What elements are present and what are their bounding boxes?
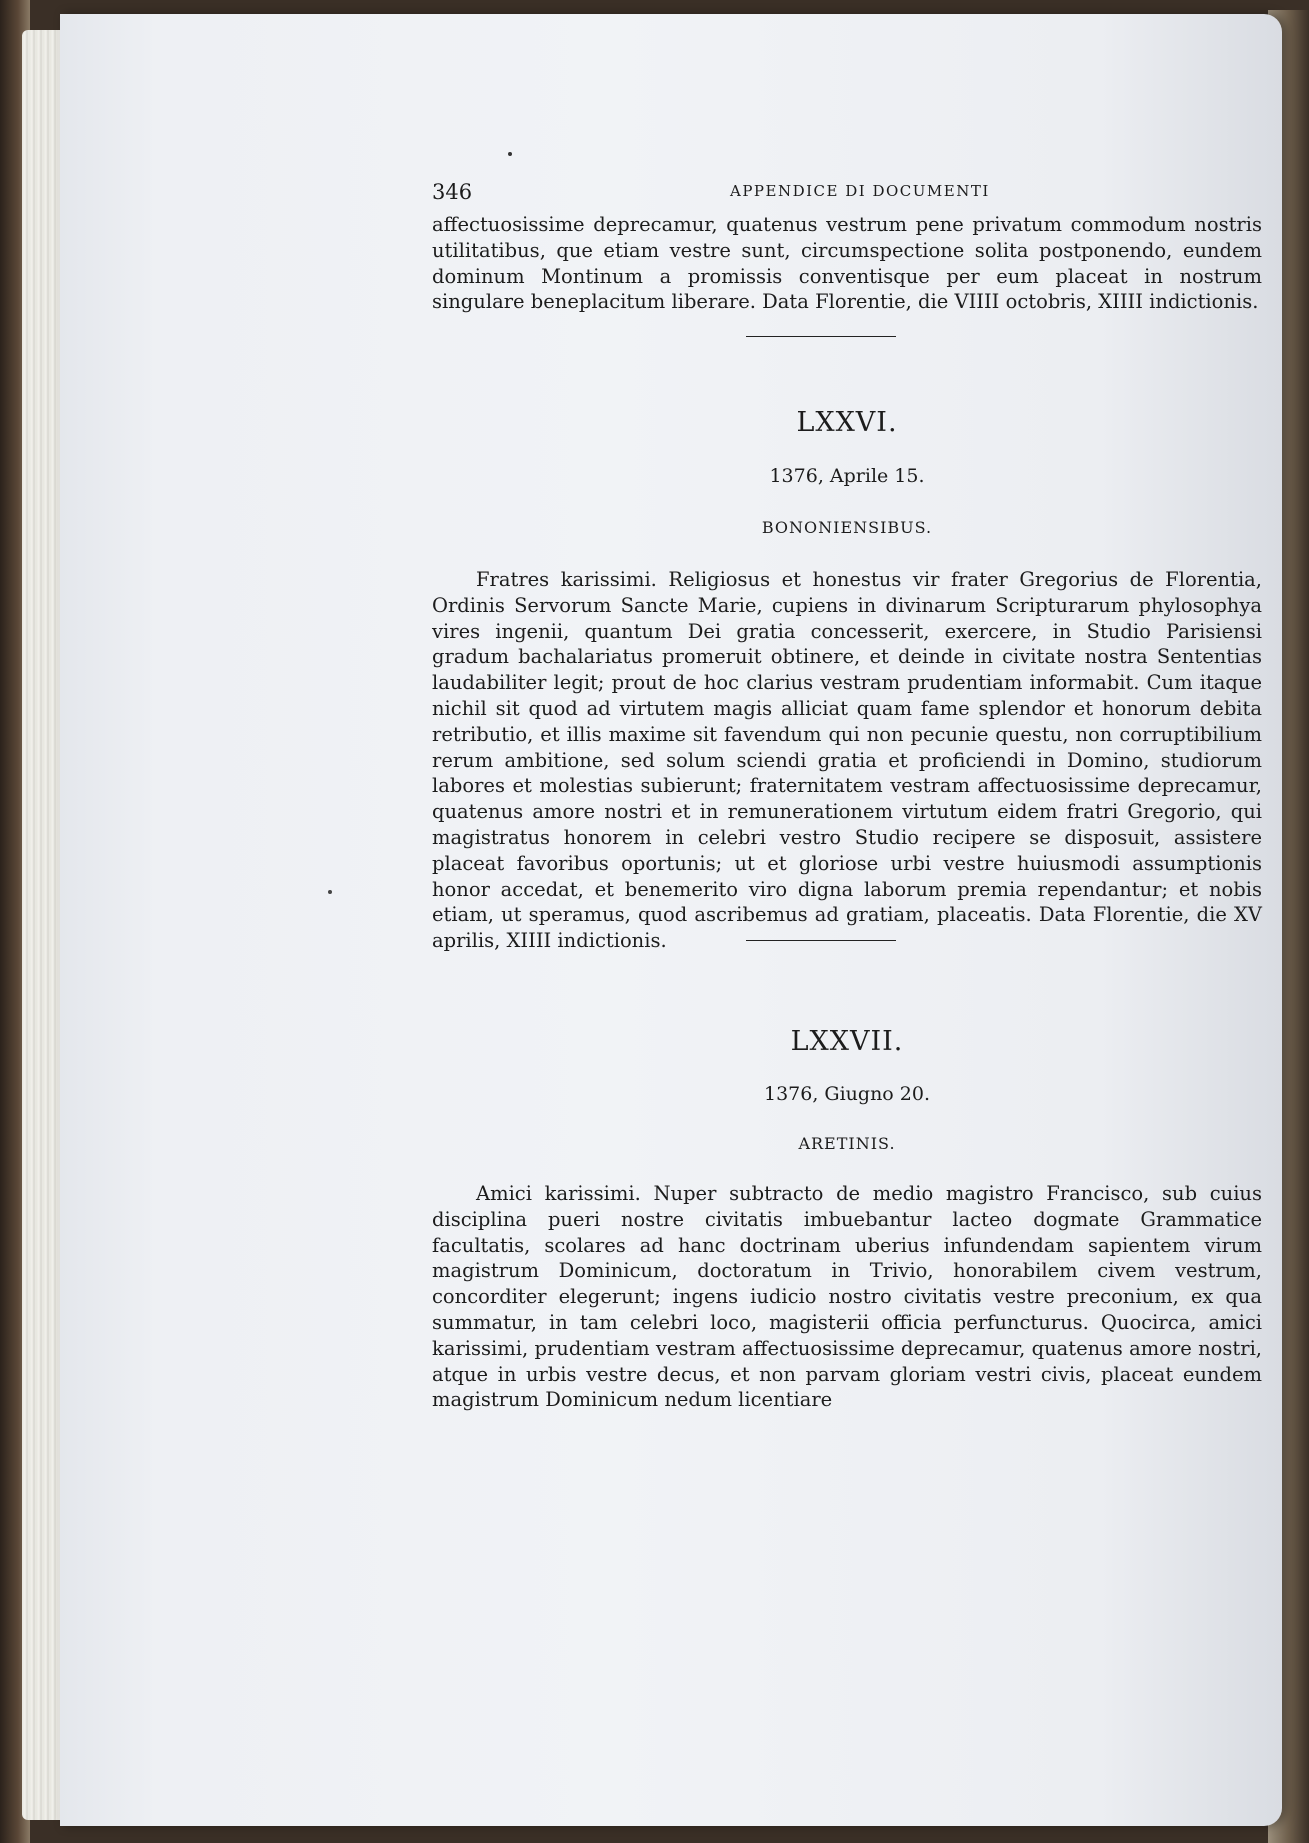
document-date: 1376, Giugno 20. xyxy=(763,1083,931,1105)
document-body: Amici karissimi. Nuper subtracto de medio magistro Francisco, sub cuius disciplina pueri nostre civitatis imbuebantur lacteo dogmate Grammatice facultatis, scolares ad hanc doctrinam uberius infundendam sapientem virum magistrum Dominicum, doctoratum in Trivio, honorabilem civem vestrum, concorditer elegerunt; ingens iudicio nostro civitatis vestre preconium, ex qua summatur, in tam celebri loco, magisterii officia perfuncturus. Quocirca, amici karissimi, prudentiam vestram affectuosissime deprecamur, quatenus amore nostri, atque in urbis vestre decus, et non parvam gloriam vestri civis, placeat eundem magistrum Dominicum nedum licentiare xyxy=(432,1182,1262,1412)
ink-speck xyxy=(508,152,512,156)
section-divider-rule xyxy=(746,336,896,337)
document-addressee: BONONIENSIBUS. xyxy=(761,518,933,537)
document-body: Fratres karissimi. Religiosus et honestus vir frater Gregorius de Florentia, Ordinis Servorum Sancte Marie, cupiens in divinarum Scripturarum phylosophya vires ingenii, quantum Dei gratia concesserit, exercere, in Studio Parisiensi gradum bachalariatus promeruit obtinere, et deinde in civitate nostra Sententias laudabiliter legit; prout de hoc clarius vestram prudentiam informabit. Cum itaque nichil sit quod ad virtutem magis alliciat quam fame splendor et honorum debita retributio, et illis maxime sit favendum qui non pecunie questu, non corruptibilium rerum ambitione, sed solum sciendi gratia et proficiendi in Domino, studiorum labores et molestias subierunt; fraternitatem vestram affectuosissime deprecamur, quatenus amore nostri et in remunerationem virtutum eidem fratri Gregorio, qui magistratus honorem in celebri vestro Studio recipere se disposuit, assistere placeat favoribus oportunis; ut et gloriose urbi vestre huiusmodi assumptionis honor accedat, et benemerito viro digna laborum premia rependantur; et nobis etiam, ut speramus, quod ascribemus ad gratiam, placeatis. Data Florentie, die XV aprilis, XIIII indictionis. xyxy=(432,568,1262,953)
document-number: LXXVII. xyxy=(790,1026,904,1057)
book-page xyxy=(60,14,1282,1826)
continuation-paragraph: affectuosissime deprecamur, quatenus vestrum pene privatum commodum nostris utilitatibus, que etiam vestre sunt, circumspectione solita postponendo, eundem dominum Montinum a promissis conventisque per eum placeat in nostrum singulare beneplacitum liberare. Data Florentie, die VIIII octobris, XIIII indictionis. xyxy=(432,213,1262,314)
document-date: 1376, Aprile 15. xyxy=(769,465,925,487)
running-header xyxy=(432,180,1262,208)
document-addressee: ARETINIS. xyxy=(798,1134,896,1153)
document-number: LXXVI. xyxy=(796,407,898,438)
running-head-title: APPENDICE DI DOCUMENTI xyxy=(730,182,990,200)
page-number: 346 xyxy=(432,180,473,204)
ink-speck xyxy=(328,890,332,894)
section-divider-rule xyxy=(746,940,896,941)
